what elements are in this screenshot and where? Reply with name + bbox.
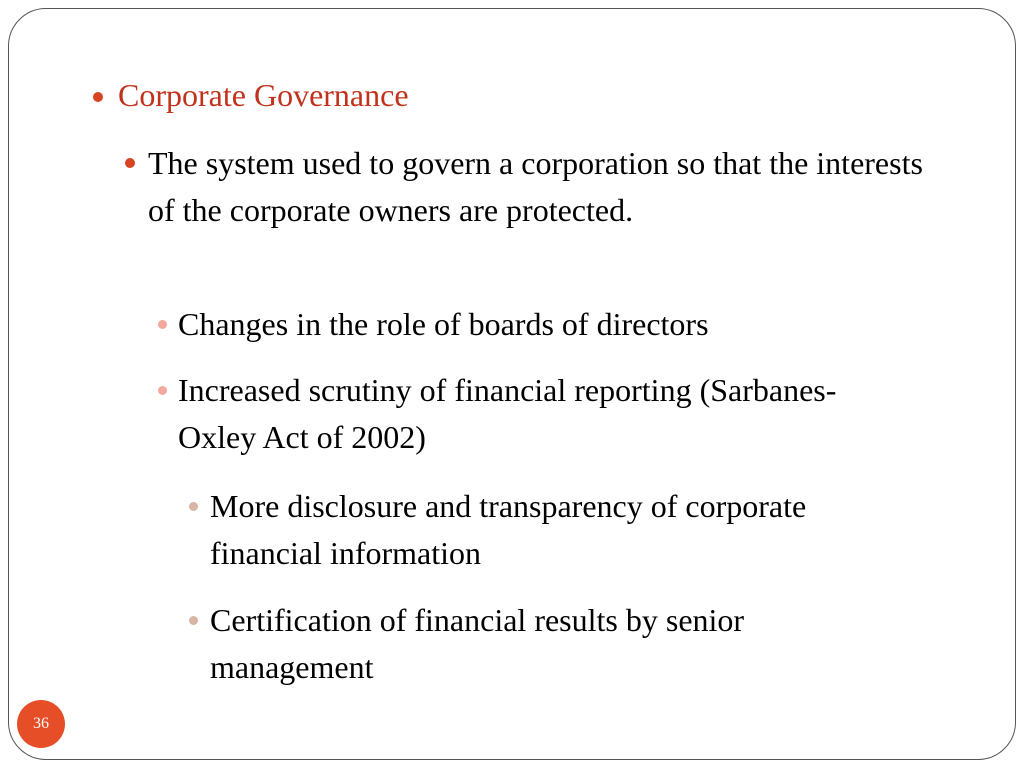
bullet-dot-icon [125,158,135,168]
subpoint-item [210,483,850,577]
point-text: Increased scrutiny of financial reporting (Sarbanes-Oxley Act of 2002) [178,372,837,455]
slide-heading: Corporate Governance [118,77,409,113]
bullet-dot-icon [93,92,103,102]
subpoint-text: Certification of financial results by senior management [210,602,745,685]
bullet-dot-icon [158,320,167,329]
definition-item [148,140,948,234]
page-number-badge: 36 [17,700,65,748]
bullet-dot-icon [189,616,198,625]
definition-text: The system used to govern a corporation so that the interests of the corporate owners are protected. [148,145,923,228]
subpoint-item [210,597,910,691]
subpoint-text: More disclosure and transparency of corporate financial information [210,488,807,571]
heading-item [118,72,409,119]
bullet-dot-icon [158,386,167,395]
point-item [178,367,878,461]
point-text: Changes in the role of boards of directors [178,306,709,342]
bullet-dot-icon [189,502,198,511]
point-item [178,301,958,348]
